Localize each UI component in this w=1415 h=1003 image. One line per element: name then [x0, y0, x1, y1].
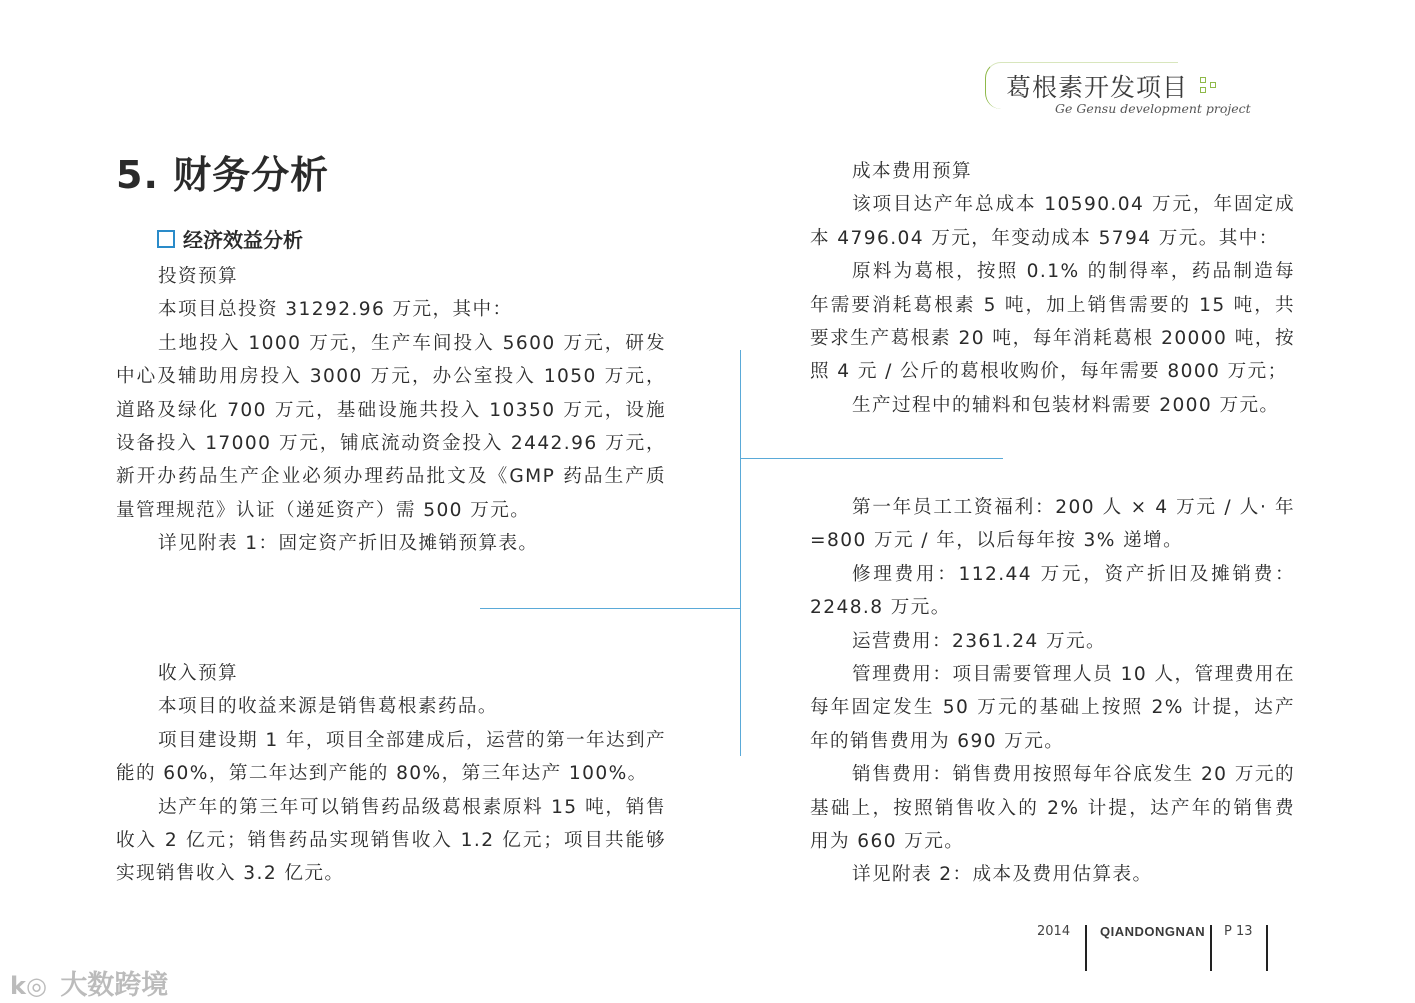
- cost-heading: 成本费用预算: [852, 161, 972, 182]
- revenue-budget-block: [116, 657, 666, 891]
- paragraph: 运营费用：2361.24 万元。: [852, 630, 1106, 652]
- project-title: 葛根素开发项目: [1006, 73, 1189, 102]
- investment-budget-block: [116, 260, 666, 561]
- footer-brand: QIANDONGNAN: [1100, 924, 1206, 939]
- paragraph: 本项目的收益来源是销售葛根素药品。: [158, 696, 498, 718]
- section-title: 5. 财务分析: [116, 153, 330, 197]
- footer-separator: [1085, 925, 1087, 971]
- sub-heading: [157, 224, 303, 253]
- paragraph: 修理费用：112.44 万元，资产折旧及摊销费：2248.8 万元。: [810, 563, 1295, 619]
- page-number: P 13: [1224, 924, 1253, 939]
- expense-details-block: [810, 491, 1295, 892]
- paragraph: 管理费用：项目需要管理人员 10 人，管理费用在每年固定发生 50 万元的基础上按照 2% 计提，达产年的销售费用为 690 万元。: [810, 664, 1295, 752]
- footer-year: 2014: [1037, 924, 1071, 939]
- paragraph: 原料为葛根，按照 0.1% 的制得率，药品制造每年需要消耗葛根素 5 吨，加上销售需要的 15 吨，共要求生产葛根素 20 吨，每年消耗葛根 20000 吨，按照 4 元 / 公斤的葛根收购价，每年需要 8000 万元；: [810, 261, 1295, 383]
- investment-heading: 投资预算: [158, 266, 238, 287]
- paragraph: 项目建设期 1 年，项目全部建成后，运营的第一年达到产能的 60%，第二年达到产能的 80%，第三年达产 100%。: [116, 729, 666, 785]
- paragraph: 详见附表 1：固定资产折旧及摊销预算表。: [158, 533, 539, 555]
- revenue-heading: 收入预算: [158, 663, 238, 684]
- paragraph: 销售费用：销售费用按照每年谷底发生 20 万元的基础上，按照销售收入的 2% 计提，达产年的销售费用为 660 万元。: [810, 764, 1295, 853]
- paragraph: 达产年的第三年可以销售药品级葛根素原料 15 吨，销售收入 2 亿元；销售药品实现销售收入 1.2 亿元；项目共能够实现销售收入 3.2 亿元。: [116, 796, 666, 885]
- paragraph: 土地投入 1000 万元，生产车间投入 5600 万元，研发中心及辅助用房投入 3000 万元，办公室投入 1050 万元，道路及绿化 700 万元，基础设施共投入 10350 万元，设施设备投入 17000 万元，铺底流动资金投入 2442.96 万元，新开办药品生产企业必须办理药品批文及《GMP 药品生产质量管理规范》认证（递延资产）需 500 万元。: [116, 332, 666, 521]
- cost-budget-block: [810, 155, 1295, 422]
- paragraph: 详见附表 2：成本及费用估算表。: [852, 864, 1153, 886]
- footer-separator: [1210, 925, 1212, 971]
- watermark-text: 大数跨境: [60, 970, 169, 1001]
- watermark-icon: k◎: [10, 972, 47, 1000]
- square-bullet-icon: [157, 230, 175, 248]
- footer-separator: [1266, 925, 1268, 971]
- paragraph: 第一年员工工资福利：200 人 × 4 万元 / 人· 年=800 万元 / 年，以后每年按 3% 递增。: [810, 497, 1295, 552]
- horizontal-divider-right: [741, 458, 1003, 459]
- paragraph: 生产过程中的辅料和包装材料需要 2000 万元。: [852, 394, 1280, 416]
- sub-heading-text: 经济效益分析: [183, 228, 303, 252]
- paragraph: 该项目达产年总成本 10590.04 万元，年固定成本 4796.04 万元，年变动成本 5794 万元。其中：: [810, 194, 1295, 249]
- paragraph: 本项目总投资 31292.96 万元，其中：: [158, 299, 513, 321]
- project-subtitle: Ge Gensu development project: [1055, 101, 1251, 116]
- horizontal-divider-left: [480, 608, 741, 609]
- watermark-logo: [10, 963, 168, 1002]
- vertical-divider: [740, 350, 741, 756]
- decorative-squares-icon: [1200, 77, 1220, 97]
